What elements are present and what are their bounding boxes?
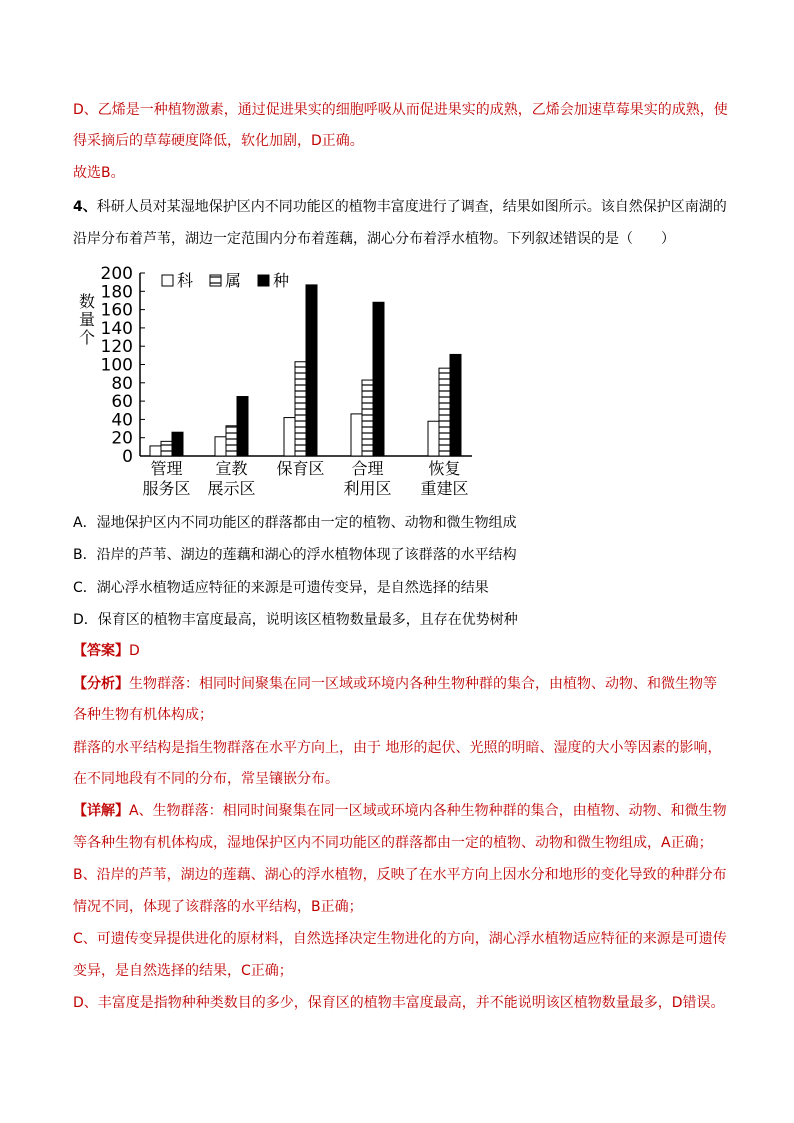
legend-swatch-属 — [210, 275, 221, 286]
question-number: 4、 — [73, 199, 97, 215]
detail-b1: B、沿岸的芦苇，湖边的莲藕、湖心的浮水植物，反映了在水平方向上因水分和地形的变化导致的种群分布 — [73, 867, 727, 883]
legend-label: 科 — [177, 271, 194, 290]
richness-bar-chart — [70, 262, 490, 502]
y-tick-label: 40 — [111, 410, 133, 431]
option-c: C．湖心浮水植物适应特征的来源是可遗传变异，是自然选择的结果 — [73, 580, 489, 596]
bar-科 — [428, 421, 439, 456]
legend-label: 种 — [273, 271, 290, 290]
question-text1: 科研人员对某湿地保护区内不同功能区的植物丰富度进行了调查，结果如图所示。该自然保护区南湖的 — [96, 199, 727, 215]
prev-d-line1: D、乙烯是一种植物激素，通过促进果实的细胞呼吸从而促进果实的成熟，乙烯会加速草莓果实的成熟，使 — [73, 102, 728, 118]
y-tick-label: 160 — [100, 300, 133, 321]
y-axis-label-char: 个 — [78, 328, 96, 347]
bar-种 — [172, 432, 183, 456]
y-tick-label: 80 — [111, 373, 133, 394]
detail-d1: D、丰富度是指物种种类数目的多少，保育区的植物丰富度最高，并不能说明该区植物数量最多，D错误。 — [73, 995, 725, 1011]
detail-b2: 情况不同，体现了该群落的水平结构，B正确； — [73, 899, 363, 915]
bar-科 — [351, 414, 362, 456]
answer-value: D — [129, 643, 140, 659]
bar-属 — [226, 426, 237, 456]
y-tick-label: 60 — [111, 392, 133, 413]
bar-属 — [439, 368, 450, 456]
bar-属 — [161, 441, 172, 456]
analysis-line4: 在不同地段有不同的分布，常呈镶嵌分布。 — [73, 771, 339, 787]
bar-种 — [450, 354, 461, 456]
y-tick-label: 0 — [122, 447, 133, 467]
x-tick-label: 保育区 — [276, 459, 325, 478]
bar-科 — [150, 446, 161, 456]
y-axis-label-char: 数 — [78, 292, 96, 311]
analysis-line2: 各种生物有机体构成； — [73, 707, 213, 723]
y-axis-label-char: 量 — [78, 310, 96, 329]
detail-a2: 等各种生物有机体构成，湿地保护区内不同功能区的群落都由一定的植物、动物和微生物组成，A正确； — [73, 835, 713, 851]
y-tick-label: 200 — [100, 264, 133, 284]
y-tick-label: 100 — [100, 355, 133, 376]
analysis-line3: 群落的水平结构是指生物群落在水平方向上，由于 地形的起伏、光照的明暗、湿度的大小等因素的影响， — [73, 740, 722, 756]
x-tick-label: 利用区 — [343, 479, 392, 498]
detail-tag: 【详解】 — [73, 803, 129, 819]
bar-种 — [237, 397, 248, 456]
question-line1 — [73, 196, 733, 218]
question-line2: 沿岸分布着芦苇，湖边一定范围内分布着莲藕，湖心分布着浮水植物。下列叙述错误的是（ ） — [73, 231, 675, 247]
analysis-tag: 【分析】 — [73, 676, 129, 692]
y-tick-label: 180 — [100, 282, 133, 303]
option-a: A．湿地保护区内不同功能区的群落都由一定的植物、动物和微生物组成 — [73, 515, 517, 531]
x-tick-label: 宣教 — [215, 459, 248, 478]
answer-line — [73, 640, 733, 662]
analysis-text1: 生物群落：相同时间聚集在同一区域或环境内各种生物种群的集合，由植物、动物、和微生物等 — [129, 676, 717, 692]
y-tick-label: 20 — [111, 428, 133, 449]
legend-label: 属 — [225, 271, 242, 290]
bar-属 — [362, 380, 373, 456]
x-tick-label: 重建区 — [420, 479, 469, 498]
answer-tag: 【答案】 — [73, 643, 129, 659]
detail-c1: C、可遗传变异提供进化的原材料，自然选择决定生物进化的方向，湖心浮水植物适应特征的来源是可遗传 — [73, 931, 727, 947]
y-tick-label: 120 — [100, 337, 133, 358]
legend-swatch-科 — [162, 275, 173, 286]
bar-属 — [295, 362, 306, 456]
analysis-line1 — [73, 673, 733, 695]
prev-choose: 故选B。 — [73, 165, 125, 181]
prev-d-line2: 得采摘后的草莓硬度降低，软化加剧，D正确。 — [73, 133, 364, 149]
detail-a1 — [73, 800, 733, 822]
x-tick-label: 服务区 — [142, 479, 191, 498]
bar-种 — [306, 285, 317, 456]
bar-种 — [373, 302, 384, 456]
detail-a1-text: A、生物群落：相同时间聚集在同一区域或环境内各种生物种群的集合，由植物、动物、和微生物 — [129, 803, 727, 819]
legend-swatch-种 — [258, 275, 269, 286]
detail-c2: 变异，是自然选择的结果，C正确； — [73, 963, 293, 979]
option-b: B．沿岸的芦苇、湖边的莲藕和湖心的浮水植物体现了该群落的水平结构 — [73, 547, 517, 563]
bar-科 — [215, 437, 226, 456]
y-tick-label: 140 — [100, 318, 133, 339]
bar-科 — [284, 418, 295, 456]
option-d: D．保育区的植物丰富度最高，说明该区植物数量最多，且存在优势树种 — [73, 612, 518, 628]
x-tick-label: 管理 — [150, 459, 183, 478]
x-tick-label: 合理 — [351, 459, 384, 478]
x-tick-label: 展示区 — [207, 479, 256, 498]
x-tick-label: 恢复 — [428, 459, 461, 478]
